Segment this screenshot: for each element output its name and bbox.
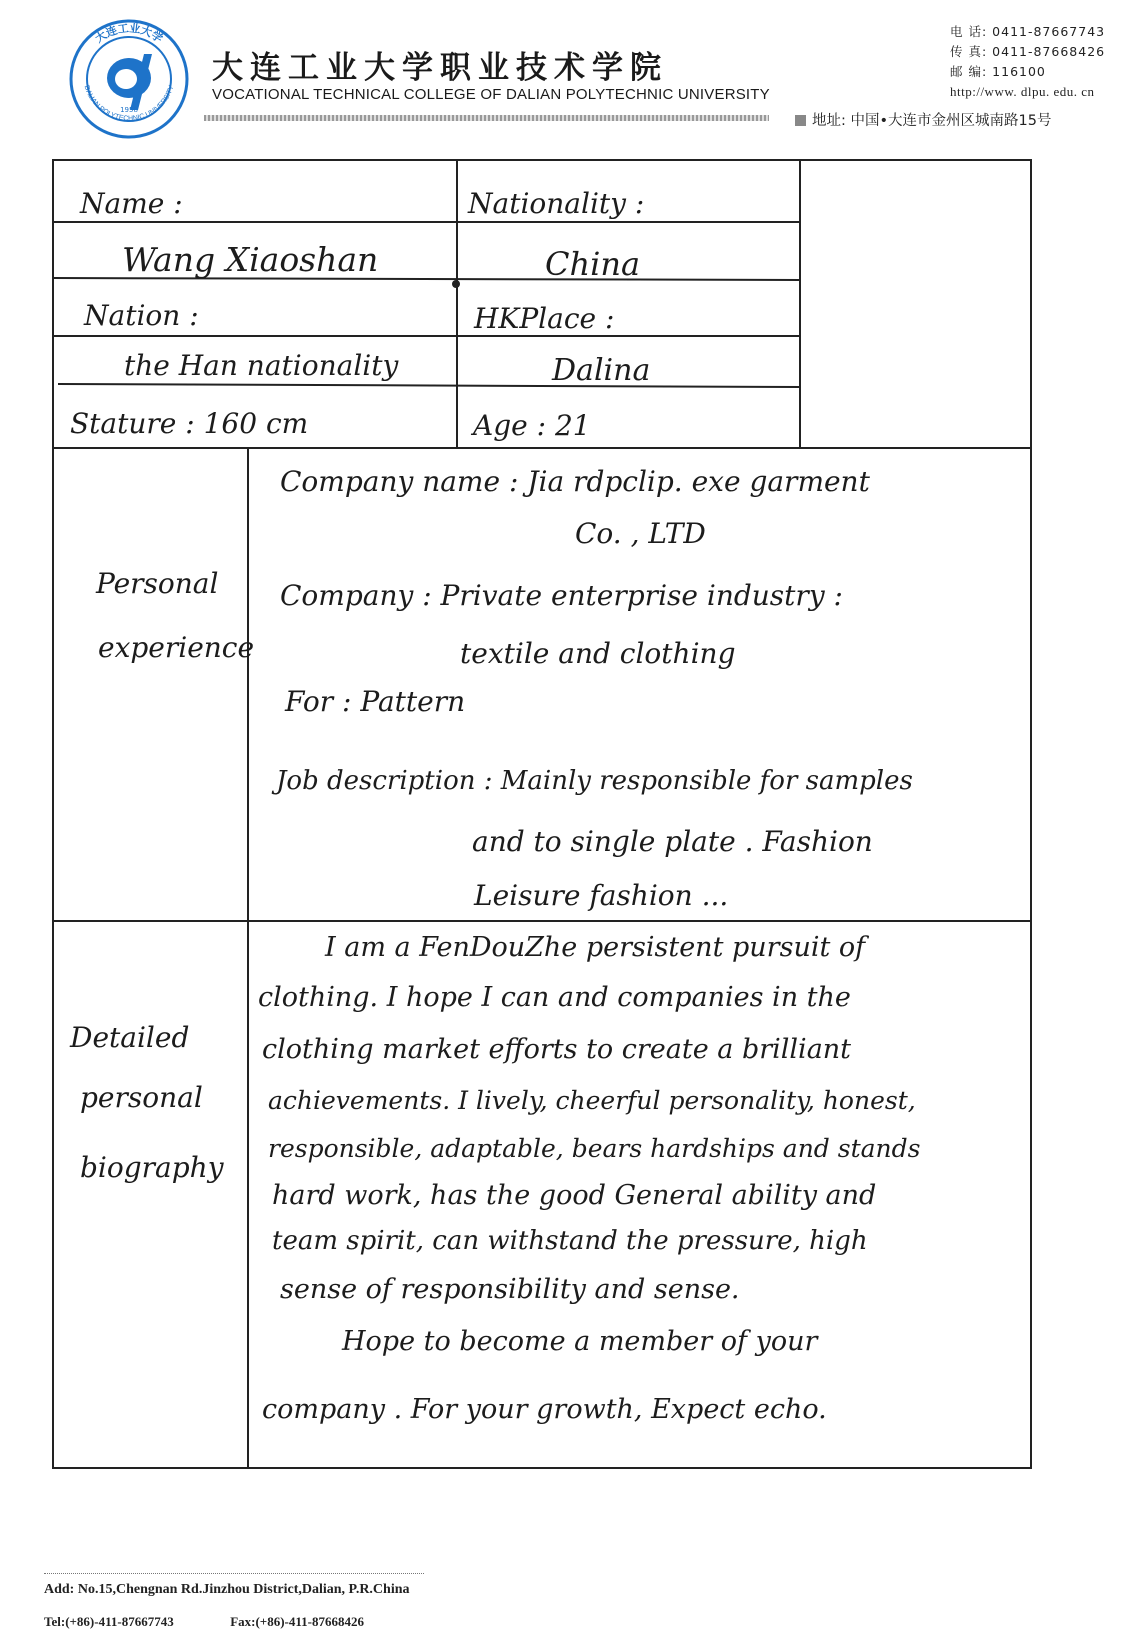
experience-line: Company name : Jia rdpclip. exe garment bbox=[280, 465, 870, 498]
postcode-line: 邮 编: 116100 bbox=[950, 64, 1046, 79]
logo-arc-text: 大连工业大学 bbox=[92, 21, 166, 46]
biography-label-line2: personal bbox=[80, 1081, 203, 1114]
biography-line: clothing market efforts to create a brilliant bbox=[262, 1034, 852, 1065]
biography-label-line1: Detailed bbox=[70, 1021, 190, 1054]
biography-line: achievements. I lively, cheerful personality, honest, bbox=[268, 1086, 916, 1115]
nationality-value: China bbox=[545, 245, 641, 283]
logo-year: 1958 bbox=[120, 106, 138, 114]
college-name-cn: 大连工业大学职业技术学院 bbox=[212, 50, 668, 86]
biography-line: I am a FenDouZhe persistent pursuit of bbox=[325, 932, 866, 963]
biography-line: Hope to become a member of your bbox=[342, 1326, 818, 1357]
name-label: Name : bbox=[80, 187, 183, 220]
biography-label-line3: biography bbox=[80, 1151, 224, 1184]
nationality-label: Nationality : bbox=[468, 187, 645, 220]
phone-line: 电 话: 0411-87667743 bbox=[950, 24, 1106, 39]
biography-line: responsible, adaptable, bears hardships and stands bbox=[268, 1134, 921, 1163]
experience-line: Job description : Mainly responsible for samples bbox=[276, 766, 913, 796]
website-line: http://www. dlpu. edu. cn bbox=[950, 84, 1095, 99]
footer-address: Add: No.15,Chengnan Rd.Jinzhou District,Dalian, P.R.China bbox=[44, 1582, 410, 1597]
biography-line: hard work, has the good General ability and bbox=[272, 1180, 877, 1211]
name-value: Wang Xiaoshan bbox=[122, 240, 379, 279]
experience-line: Company : Private enterprise industry : bbox=[280, 579, 843, 612]
footer-rule bbox=[44, 1573, 424, 1575]
age-field: Age : 21 bbox=[473, 409, 591, 442]
biography-line: team spirit, can withstand the pressure, high bbox=[272, 1226, 868, 1256]
experience-label-line2: experience bbox=[98, 631, 255, 664]
address-text: 地址: 中国•大连市金州区城南路15号 bbox=[812, 113, 1052, 129]
college-name-en: VOCATIONAL TECHNICAL COLLEGE OF DALIAN POLYTECHNIC UNIVERSITY bbox=[212, 86, 770, 103]
biography-line: company . For your growth, Expect echo. bbox=[262, 1394, 827, 1425]
biography-line: sense of responsibility and sense. bbox=[280, 1274, 740, 1305]
nation-value: the Han nationality bbox=[124, 349, 399, 382]
footer-fax: Fax:(+86)-411-87668426 bbox=[230, 1614, 364, 1629]
hkplace-label: HKPlace : bbox=[474, 302, 615, 335]
experience-line: For : Pattern bbox=[285, 685, 466, 718]
nation-label: Nation : bbox=[84, 299, 199, 332]
experience-line: textile and clothing bbox=[460, 637, 736, 670]
hkplace-value: Dalina bbox=[552, 353, 651, 388]
experience-label-line1: Personal bbox=[96, 567, 219, 600]
stature-field: Stature : 160 cm bbox=[70, 407, 309, 440]
footer-tel: Tel:(+86)-411-87667743 bbox=[44, 1614, 174, 1629]
biography-line: clothing. I hope I can and companies in the bbox=[258, 982, 851, 1013]
photo-cell bbox=[802, 162, 1029, 446]
experience-line: Co. , LTD bbox=[575, 517, 706, 550]
experience-line: and to single plate . Fashion bbox=[472, 825, 873, 858]
fax-line: 传 真: 0411-87668426 bbox=[950, 44, 1106, 59]
footer-contacts bbox=[44, 1614, 364, 1630]
experience-line: Leisure fashion ... bbox=[474, 879, 729, 912]
logo-ring-text: DALIAN POLYTECHNIC UNIVERSITY bbox=[82, 84, 176, 123]
